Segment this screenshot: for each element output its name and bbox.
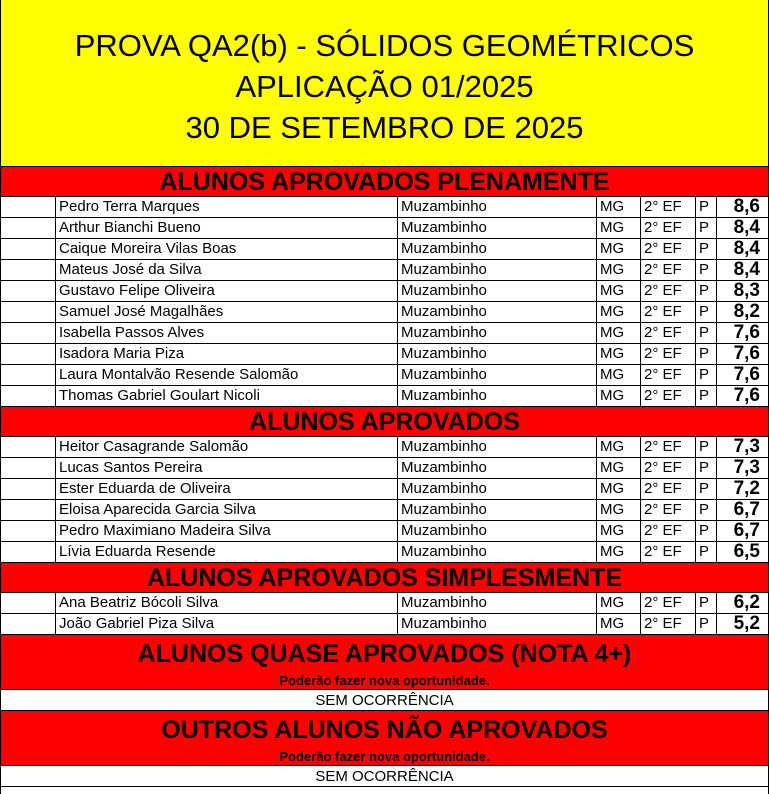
student-state: MG xyxy=(597,479,641,499)
student-state: MG xyxy=(597,323,641,343)
student-state: MG xyxy=(597,365,641,385)
student-state: MG xyxy=(597,344,641,364)
student-name: João Gabriel Piza Silva xyxy=(56,614,398,634)
student-city: Muzambinho xyxy=(398,365,597,385)
student-city: Muzambinho xyxy=(398,281,597,301)
student-score: 7,2 xyxy=(733,479,760,499)
almost-approved-empty: SEM OCORRÊNCIA xyxy=(1,690,768,711)
student-type: P xyxy=(696,437,717,457)
student-type: P xyxy=(696,593,717,613)
student-type: P xyxy=(696,218,717,238)
student-type: P xyxy=(696,500,717,520)
table-row xyxy=(1,614,768,635)
student-name: Gustavo Felipe Oliveira xyxy=(56,281,398,301)
student-name: Laura Montalvão Resende Salomão xyxy=(56,365,398,385)
table-row xyxy=(1,386,768,407)
student-type: P xyxy=(696,239,717,259)
student-score: 8,3 xyxy=(733,281,760,301)
student-type: P xyxy=(696,542,717,562)
table-row xyxy=(1,281,768,302)
student-score: 6,7 xyxy=(733,521,760,541)
student-name: Pedro Terra Marques xyxy=(56,197,398,217)
student-score: 7,6 xyxy=(733,344,760,364)
student-city: Muzambinho xyxy=(398,593,597,613)
student-name: Samuel José Magalhães xyxy=(56,302,398,322)
student-grade: 2° EF xyxy=(641,479,696,499)
section-title: ALUNOS APROVADOS PLENAMENTE xyxy=(1,167,768,197)
student-type: P xyxy=(696,386,717,406)
student-type: P xyxy=(696,197,717,217)
table-row xyxy=(1,437,768,458)
student-score: 5,2 xyxy=(733,614,760,634)
student-city: Muzambinho xyxy=(398,344,597,364)
student-name: Thomas Gabriel Goulart Nicoli xyxy=(56,386,398,406)
index-cell xyxy=(1,239,56,259)
index-cell xyxy=(1,344,56,364)
student-type: P xyxy=(696,479,717,499)
student-name: Caique Moreira Vilas Boas xyxy=(56,239,398,259)
student-score: 7,3 xyxy=(733,437,760,457)
exam-title: PROVA QA2(b) - SÓLIDOS GEOMÉTRICOS xyxy=(74,27,695,63)
index-cell xyxy=(1,260,56,280)
almost-approved-title: ALUNOS QUASE APROVADOS (NOTA 4+) xyxy=(137,640,632,668)
student-name: Isabella Passos Alves xyxy=(56,323,398,343)
student-type: P xyxy=(696,281,717,301)
index-cell xyxy=(1,281,56,301)
student-name: Pedro Maximiano Madeira Silva xyxy=(56,521,398,541)
student-grade: 2° EF xyxy=(641,614,696,634)
table-row xyxy=(1,323,768,344)
student-score: 6,2 xyxy=(733,593,760,613)
student-city: Muzambinho xyxy=(398,239,597,259)
student-name: Ester Eduarda de Oliveira xyxy=(56,479,398,499)
student-score: 6,5 xyxy=(733,542,760,562)
student-type: P xyxy=(696,614,717,634)
student-state: MG xyxy=(597,239,641,259)
section-title: ALUNOS APROVADOS SIMPLESMENTE xyxy=(1,563,768,593)
almost-approved-note: Poderão fazer nova oportunidade. xyxy=(279,673,490,688)
student-state: MG xyxy=(597,281,641,301)
almost-approved-banner xyxy=(1,635,768,690)
table-row xyxy=(1,197,768,218)
exam-application: APLICAÇÃO 01/2025 xyxy=(235,68,534,104)
student-grade: 2° EF xyxy=(641,500,696,520)
student-score: 6,7 xyxy=(733,500,760,520)
student-grade: 2° EF xyxy=(641,260,696,280)
student-grade: 2° EF xyxy=(641,323,696,343)
index-cell xyxy=(1,302,56,322)
student-grade: 2° EF xyxy=(641,386,696,406)
index-cell xyxy=(1,365,56,385)
section-title: ALUNOS APROVADOS xyxy=(1,407,768,437)
student-type: P xyxy=(696,521,717,541)
table-row xyxy=(1,458,768,479)
table-row xyxy=(1,479,768,500)
index-cell xyxy=(1,218,56,238)
table-row xyxy=(1,260,768,281)
student-state: MG xyxy=(597,614,641,634)
student-city: Muzambinho xyxy=(398,614,597,634)
index-cell xyxy=(1,197,56,217)
student-score: 7,6 xyxy=(733,323,760,343)
student-state: MG xyxy=(597,593,641,613)
student-name: Isadora Maria Piza xyxy=(56,344,398,364)
student-city: Muzambinho xyxy=(398,260,597,280)
index-cell xyxy=(1,521,56,541)
student-state: MG xyxy=(597,437,641,457)
student-grade: 2° EF xyxy=(641,239,696,259)
result-sections xyxy=(1,167,768,635)
student-grade: 2° EF xyxy=(641,302,696,322)
not-approved-title: OUTROS ALUNOS NÃO APROVADOS xyxy=(161,716,608,744)
student-city: Muzambinho xyxy=(398,458,597,478)
index-cell xyxy=(1,386,56,406)
student-grade: 2° EF xyxy=(641,281,696,301)
student-state: MG xyxy=(597,302,641,322)
student-city: Muzambinho xyxy=(398,197,597,217)
index-cell xyxy=(1,479,56,499)
student-score: 8,2 xyxy=(733,302,760,322)
student-grade: 2° EF xyxy=(641,437,696,457)
index-cell xyxy=(1,437,56,457)
student-name: Lucas Santos Pereira xyxy=(56,458,398,478)
student-type: P xyxy=(696,302,717,322)
not-approved-note: Poderão fazer nova oportunidade. xyxy=(279,749,490,764)
student-grade: 2° EF xyxy=(641,542,696,562)
table-row xyxy=(1,302,768,323)
table-row xyxy=(1,344,768,365)
student-name: Ana Beatriz Bócoli Silva xyxy=(56,593,398,613)
table-row xyxy=(1,218,768,239)
student-city: Muzambinho xyxy=(398,218,597,238)
student-score: 8,4 xyxy=(733,260,760,280)
student-name: Mateus José da Silva xyxy=(56,260,398,280)
student-city: Muzambinho xyxy=(398,521,597,541)
student-grade: 2° EF xyxy=(641,593,696,613)
student-state: MG xyxy=(597,386,641,406)
student-city: Muzambinho xyxy=(398,542,597,562)
student-score: 8,4 xyxy=(733,218,760,238)
index-cell xyxy=(1,500,56,520)
student-type: P xyxy=(696,323,717,343)
exam-header xyxy=(1,0,768,167)
student-name: Arthur Bianchi Bueno xyxy=(56,218,398,238)
student-name: Lívia Eduarda Resende xyxy=(56,542,398,562)
exam-date: 30 DE SETEMBRO DE 2025 xyxy=(185,109,584,145)
student-name: Heitor Casagrande Salomão xyxy=(56,437,398,457)
student-grade: 2° EF xyxy=(641,365,696,385)
student-score: 8,4 xyxy=(733,239,760,259)
student-name: Eloisa Aparecida Garcia Silva xyxy=(56,500,398,520)
index-cell xyxy=(1,542,56,562)
student-type: P xyxy=(696,458,717,478)
student-score: 8,6 xyxy=(733,197,760,217)
table-row xyxy=(1,542,768,563)
student-state: MG xyxy=(597,500,641,520)
table-row xyxy=(1,239,768,260)
student-grade: 2° EF xyxy=(641,218,696,238)
student-state: MG xyxy=(597,218,641,238)
student-city: Muzambinho xyxy=(398,323,597,343)
student-score: 7,6 xyxy=(733,386,760,406)
student-state: MG xyxy=(597,197,641,217)
table-row xyxy=(1,521,768,542)
student-state: MG xyxy=(597,542,641,562)
student-city: Muzambinho xyxy=(398,479,597,499)
student-grade: 2° EF xyxy=(641,197,696,217)
table-row xyxy=(1,365,768,386)
index-cell xyxy=(1,593,56,613)
student-score: 7,6 xyxy=(733,365,760,385)
student-city: Muzambinho xyxy=(398,302,597,322)
student-grade: 2° EF xyxy=(641,344,696,364)
student-type: P xyxy=(696,344,717,364)
index-cell xyxy=(1,323,56,343)
student-state: MG xyxy=(597,458,641,478)
student-type: P xyxy=(696,260,717,280)
not-approved-banner xyxy=(1,711,768,766)
student-city: Muzambinho xyxy=(398,500,597,520)
index-cell xyxy=(1,614,56,634)
table-row xyxy=(1,593,768,614)
index-cell xyxy=(1,458,56,478)
student-state: MG xyxy=(597,260,641,280)
student-score: 7,3 xyxy=(733,458,760,478)
student-type: P xyxy=(696,365,717,385)
student-grade: 2° EF xyxy=(641,458,696,478)
student-city: Muzambinho xyxy=(398,437,597,457)
table-row xyxy=(1,500,768,521)
student-state: MG xyxy=(597,521,641,541)
not-approved-empty: SEM OCORRÊNCIA xyxy=(1,766,768,787)
student-city: Muzambinho xyxy=(398,386,597,406)
student-grade: 2° EF xyxy=(641,521,696,541)
